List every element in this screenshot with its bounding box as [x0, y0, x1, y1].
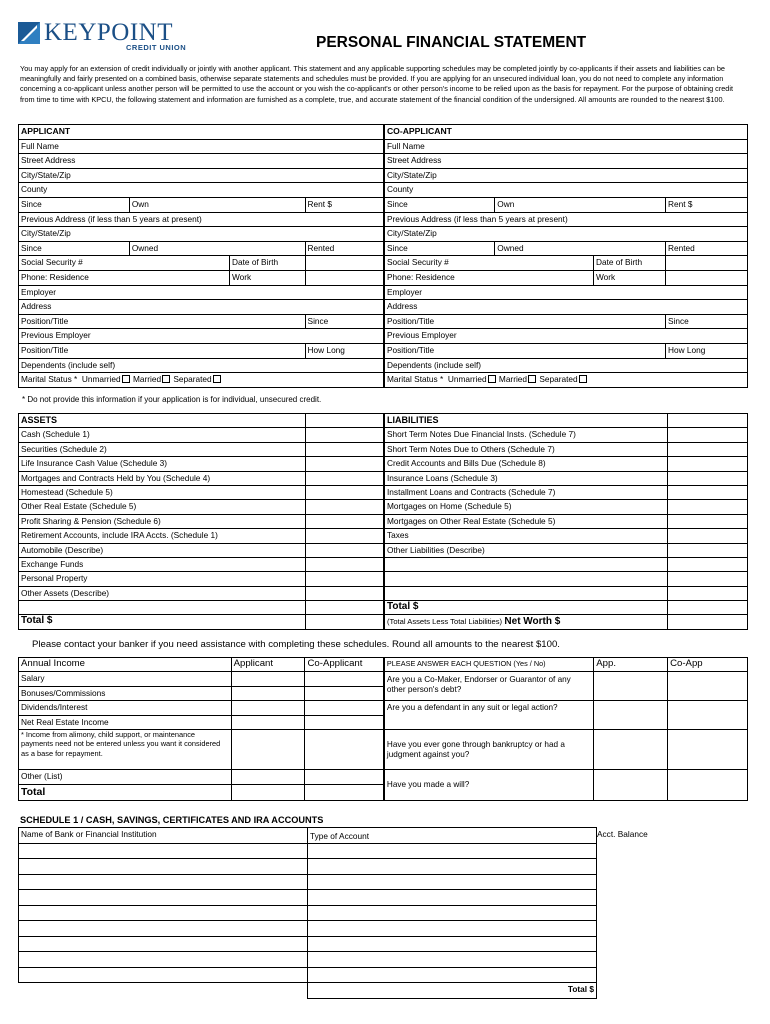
schedule1-row	[19, 859, 597, 875]
app-rent[interactable]: Rent $	[305, 197, 384, 212]
asset-spacer-amount	[305, 601, 384, 615]
assets-header-amount	[305, 414, 384, 428]
liabilities-total: Total $	[384, 601, 668, 615]
coapp-street[interactable]: Street Address	[384, 154, 748, 169]
app-married-label: Married	[132, 374, 162, 385]
asset-label: Other Assets (Describe)	[19, 586, 306, 600]
net-worth-label: Net Worth $	[504, 616, 561, 628]
schedule1-row	[19, 890, 597, 906]
income-coapp-block-1	[305, 672, 384, 701]
schedule1-type-input[interactable]	[308, 843, 597, 859]
app-separated-label: Separated	[173, 374, 212, 385]
asset-amount-input[interactable]	[305, 529, 384, 543]
app-city[interactable]: City/State/Zip	[19, 168, 384, 183]
app-owned[interactable]: Owned	[129, 241, 305, 256]
schedule1-row	[19, 874, 597, 890]
income-app-block-3	[231, 770, 305, 801]
question-will: Have you made a will?	[384, 770, 594, 801]
question-comaker-app[interactable]	[594, 672, 668, 701]
asset-liability-row	[19, 428, 748, 442]
app-married-checkbox[interactable]	[162, 375, 170, 383]
schedule1-bank-input[interactable]	[19, 905, 308, 921]
schedule1-bank-input[interactable]	[19, 921, 308, 937]
liability-amount-input[interactable]	[668, 471, 748, 485]
schedule1-title: SCHEDULE 1 / CASH, SAVINGS, CERTIFICATES AND IRA ACCOUNTS	[20, 815, 324, 825]
asset-amount-input[interactable]	[305, 500, 384, 514]
coapp-prev-since[interactable]: Since	[384, 241, 495, 256]
liability-label: Mortgages on Home (Schedule 5)	[384, 500, 668, 514]
coapp-separated-checkbox[interactable]	[579, 375, 587, 383]
app-prev-position[interactable]: Position/Title	[19, 343, 306, 358]
app-prev-since[interactable]: Since	[19, 241, 130, 256]
app-unmarried-checkbox[interactable]	[122, 375, 130, 383]
coapp-prev-employer[interactable]: Previous Employer	[384, 329, 748, 344]
question-comaker: Are you a Co-Maker, Endorser or Guarantor of any other person's debt?	[384, 672, 594, 701]
app-prev-employer[interactable]: Previous Employer	[19, 329, 384, 344]
app-work-label: Work	[229, 271, 251, 285]
coapp-married-checkbox[interactable]	[528, 375, 536, 383]
liability-label: Installment Loans and Contracts (Schedule 7)	[384, 485, 668, 499]
dividends-applicant-input[interactable]	[232, 701, 305, 716]
income-app-block-2	[231, 701, 305, 730]
coapp-ssn-label: Social Security #	[386, 257, 449, 268]
asset-label: Profit Sharing & Pension (Schedule 6)	[19, 514, 306, 528]
asset-liability-row	[19, 514, 748, 528]
schedule1-bank-input[interactable]	[19, 843, 308, 859]
question-bankruptcy-coapp[interactable]	[668, 730, 748, 770]
assets-total-input[interactable]	[305, 615, 384, 629]
asset-label: Other Real Estate (Schedule 5)	[19, 500, 306, 514]
coapp-position[interactable]: Position/Title	[384, 314, 666, 329]
bonuses-coapplicant-input[interactable]	[305, 687, 382, 700]
schedule1-type-input[interactable]	[308, 952, 597, 968]
asset-liability-row	[19, 543, 748, 557]
liability-amount-input[interactable]	[668, 442, 748, 456]
income-note-app	[231, 730, 305, 770]
coapp-unmarried-label: Unmarried	[447, 374, 487, 385]
asset-label: Cash (Schedule 1)	[19, 428, 306, 442]
schedule1-col-type	[308, 828, 597, 844]
liability-label: Other Liabilities (Describe)	[384, 543, 668, 557]
questions-app-header: App.	[594, 658, 668, 672]
income-dividends: Dividends/Interest	[19, 701, 231, 716]
income-net-real-estate: Net Real Estate Income	[21, 717, 109, 727]
coapp-prev-position[interactable]: Position/Title	[384, 343, 666, 358]
net-worth-cell	[384, 615, 668, 629]
coapp-rent[interactable]: Rent $	[666, 197, 748, 212]
income-total: Total	[21, 786, 46, 798]
asset-amount-input[interactable]	[305, 586, 384, 600]
coapp-dob[interactable]	[666, 256, 748, 271]
app-phone[interactable]	[19, 270, 306, 285]
coapp-city[interactable]: City/State/Zip	[384, 168, 748, 183]
app-separated-checkbox[interactable]	[213, 375, 221, 383]
app-employer[interactable]: Employer	[19, 285, 384, 300]
liability-amount-input[interactable]	[668, 485, 748, 499]
app-pos-since[interactable]: Since	[305, 314, 384, 329]
app-unmarried-label: Unmarried	[81, 374, 121, 385]
asset-label: Homestead (Schedule 5)	[19, 485, 306, 499]
app-position[interactable]: Position/Title	[19, 314, 306, 329]
app-marital-label: Marital Status *	[21, 374, 78, 385]
income-left-block-3	[19, 770, 232, 801]
coapp-since[interactable]: Since	[384, 197, 495, 212]
coapp-pos-since[interactable]: Since	[666, 314, 748, 329]
question-will-coapp[interactable]	[668, 770, 748, 801]
liability-label	[384, 557, 668, 571]
coapp-phone[interactable]	[384, 270, 666, 285]
other-coapplicant-input[interactable]	[305, 770, 382, 785]
schedule1-type-input[interactable]	[308, 967, 597, 983]
dividends-coapplicant-input[interactable]	[305, 701, 382, 716]
app-emp-address[interactable]: Address	[19, 300, 384, 315]
asset-amount-input[interactable]	[305, 557, 384, 571]
liability-amount-input[interactable]	[668, 586, 748, 600]
asset-label: Automobile (Describe)	[19, 543, 306, 557]
coapp-work[interactable]	[666, 270, 748, 285]
coapp-unmarried-checkbox[interactable]	[488, 375, 496, 383]
page-title: PERSONAL FINANCIAL STATEMENT	[316, 34, 587, 51]
asset-amount-input[interactable]	[305, 514, 384, 528]
liability-amount-input[interactable]	[668, 543, 748, 557]
app-dob[interactable]	[305, 256, 384, 271]
liabilities-total-input[interactable]	[668, 601, 748, 615]
other-applicant-input[interactable]	[232, 770, 305, 785]
liability-label: Mortgages on Other Real Estate (Schedule 5)	[384, 514, 668, 528]
question-comaker-coapp[interactable]	[668, 672, 748, 701]
intro-paragraph: You may apply for an extension of credit individually or jointly with another applicant. This statement and any applicable supporting schedules may be completed jointly by co-applicants if their assets and liabilities can be meaningfully and fairly presented on a combined basis, otherwise separate statements and schedules must be provided. If you are applying for an unsecured individual loan, you do not need to complete any information concerning a co-applicant unless another person will be permitted to use the account or you wish the co-applicant's or other person's income to be relied upon as the basis for repayment. For the purpose of obtaining credit from time to time with KPCU, the following statement and information are furnished as a complete, true, and accurate statement of the financial condition of the undersigned. All amounts are rounded to the nearest $100.	[20, 64, 734, 104]
liability-amount-input[interactable]	[668, 529, 748, 543]
bonuses-applicant-input[interactable]	[232, 687, 305, 700]
keypoint-logo	[18, 20, 218, 56]
asset-label: Securities (Schedule 2)	[19, 442, 306, 456]
coapp-prev-address[interactable]: Previous Address (if less than 5 years at present)	[384, 212, 748, 227]
logo-text: KEYPOINT	[44, 19, 173, 46]
asset-label: Exchange Funds	[19, 557, 306, 571]
question-bankruptcy: Have you ever gone through bankruptcy or had a judgment against you?	[384, 730, 594, 770]
schedule1-table	[18, 827, 597, 999]
income-bonuses: Bonuses/Commissions	[21, 688, 106, 698]
coapp-employer[interactable]: Employer	[384, 285, 748, 300]
schedule1-type-input[interactable]	[308, 859, 597, 875]
app-county[interactable]: County	[19, 183, 384, 198]
asset-liability-row	[19, 586, 748, 600]
liability-label	[384, 572, 668, 586]
app-prev-city[interactable]: City/State/Zip	[19, 227, 384, 242]
coapplicant-header: CO-APPLICANT	[384, 125, 748, 140]
income-coapp-block-2	[305, 701, 384, 730]
schedule1-type-input[interactable]	[308, 905, 597, 921]
net-worth-input[interactable]	[668, 615, 748, 629]
schedule1-bank-input[interactable]	[19, 874, 308, 890]
liability-amount-input[interactable]	[668, 500, 748, 514]
asset-amount-input[interactable]	[305, 457, 384, 471]
asset-amount-input[interactable]	[305, 428, 384, 442]
logo-subtext: CREDIT UNION	[126, 43, 187, 52]
income-header: Annual Income	[19, 658, 232, 672]
asset-amount-input[interactable]	[305, 572, 384, 586]
assets-liabilities-table	[18, 413, 748, 630]
liability-amount-input[interactable]	[668, 514, 748, 528]
liabilities-header-amount	[668, 414, 748, 428]
liability-label: Taxes	[384, 529, 668, 543]
schedule1-bank-input[interactable]	[19, 890, 308, 906]
applicant-table	[18, 124, 748, 388]
coapp-marital	[384, 373, 748, 388]
income-other: Other (List)	[19, 770, 231, 785]
income-applicant-header: Applicant	[231, 658, 305, 672]
coapp-county[interactable]: County	[384, 183, 748, 198]
questions-header: PLEASE ANSWER EACH QUESTION (Yes / No)	[384, 658, 594, 672]
asset-liability-row	[19, 485, 748, 499]
schedule1-bank-input[interactable]	[19, 952, 308, 968]
asset-amount-input[interactable]	[305, 485, 384, 499]
income-coapplicant-header: Co-Applicant	[305, 658, 384, 672]
coapp-full-name[interactable]: Full Name	[384, 139, 748, 154]
app-dob-label: Date of Birth	[229, 256, 278, 270]
total-applicant-input[interactable]	[232, 785, 305, 800]
schedule1-row	[19, 967, 597, 983]
schedule1-type-input[interactable]	[308, 921, 597, 937]
salary-coapplicant-input[interactable]	[305, 672, 382, 687]
coapp-separated-label: Separated	[539, 374, 578, 385]
question-defendant: Are you a defendant in any suit or legal action?	[384, 701, 594, 730]
schedule1-row	[19, 843, 597, 859]
realestate-applicant-input[interactable]	[232, 716, 305, 729]
asset-liability-row	[19, 457, 748, 471]
income-left-block	[19, 672, 232, 701]
schedule1-row	[19, 952, 597, 968]
coapp-how-long[interactable]: How Long	[666, 343, 748, 358]
schedule1-type-input[interactable]	[308, 874, 597, 890]
app-ssn-label: Social Security #	[21, 257, 83, 268]
app-prev-address[interactable]: Previous Address (if less than 5 years at present)	[19, 212, 384, 227]
asset-label: Retirement Accounts, include IRA Accts. (Schedule 1)	[19, 529, 306, 543]
question-will-app[interactable]	[594, 770, 668, 801]
schedule1-col-type-label: Type of Account	[310, 831, 370, 841]
income-questions-table	[18, 657, 748, 801]
app-dependents[interactable]: Dependents (include self)	[19, 358, 384, 373]
coapp-phone-label: Phone: Residence	[386, 271, 455, 282]
asset-liability-row	[19, 500, 748, 514]
income-left-block-2	[19, 701, 232, 730]
liability-amount-input[interactable]	[668, 557, 748, 571]
coapp-dependents[interactable]: Dependents (include self)	[384, 358, 748, 373]
income-note: * Income from alimony, child support, or maintenance payments need not be entered unless you want it considered as a base for repayment.	[19, 730, 232, 770]
liability-amount-input[interactable]	[668, 572, 748, 586]
asset-liability-row	[19, 572, 748, 586]
schedule1-row	[19, 921, 597, 937]
schedule1-bank-input[interactable]	[19, 967, 308, 983]
marital-footnote: * Do not provide this information if your application is for individual, unsecured credit.	[22, 395, 322, 404]
total-coapplicant-input[interactable]	[305, 785, 382, 800]
coapp-owned[interactable]: Owned	[495, 241, 666, 256]
assets-total: Total $	[19, 615, 306, 629]
schedule1-col-bank: Name of Bank or Financial Institution	[19, 828, 308, 844]
question-defendant-coapp[interactable]	[668, 701, 748, 730]
app-phone-label: Phone: Residence	[21, 271, 89, 282]
liability-label	[384, 586, 668, 600]
liability-amount-input[interactable]	[668, 428, 748, 442]
app-own[interactable]: Own	[129, 197, 305, 212]
asset-amount-input[interactable]	[305, 471, 384, 485]
asset-liability-row	[19, 557, 748, 571]
applicant-header: APPLICANT	[19, 125, 384, 140]
questions-coapp-header: Co-App	[668, 658, 748, 672]
net-worth-note: (Total Assets Less Total Liabilities)	[387, 617, 503, 627]
app-street[interactable]: Street Address	[19, 154, 384, 169]
coapp-work-label: Work	[593, 271, 615, 285]
schedule1-bank-input[interactable]	[19, 936, 308, 952]
coapp-dob-label: Date of Birth	[593, 256, 642, 270]
app-work[interactable]	[305, 270, 384, 285]
app-since[interactable]: Since	[19, 197, 130, 212]
schedule1-type-input[interactable]	[308, 936, 597, 952]
schedule1-balance-header: Acct. Balance	[597, 829, 648, 839]
schedule1-row	[19, 936, 597, 952]
coapp-own[interactable]: Own	[495, 197, 666, 212]
coapp-marital-label: Marital Status *	[386, 374, 444, 385]
asset-liability-row	[19, 529, 748, 543]
coapp-prev-city[interactable]: City/State/Zip	[384, 227, 748, 242]
liability-amount-input[interactable]	[668, 457, 748, 471]
asset-label: Life Insurance Cash Value (Schedule 3)	[19, 457, 306, 471]
schedule1-total: Total $	[308, 983, 597, 999]
schedule1-bank-input[interactable]	[19, 859, 308, 875]
asset-label: Mortgages and Contracts Held by You (Schedule 4)	[19, 471, 306, 485]
income-note-coapp	[305, 730, 384, 770]
salary-applicant-input[interactable]	[232, 672, 305, 687]
coapp-married-label: Married	[498, 374, 528, 385]
asset-liability-row	[19, 442, 748, 456]
liability-label: Short Term Notes Due to Others (Schedule 7)	[384, 442, 668, 456]
income-coapp-block-3	[305, 770, 384, 801]
liability-label: Insurance Loans (Schedule 3)	[384, 471, 668, 485]
app-ssn[interactable]	[19, 256, 306, 271]
app-rented[interactable]: Rented	[305, 241, 384, 256]
liabilities-header: LIABILITIES	[384, 414, 668, 428]
asset-liability-row	[19, 471, 748, 485]
question-defendant-app[interactable]	[594, 701, 668, 730]
question-bankruptcy-app[interactable]	[594, 730, 668, 770]
coapp-rented[interactable]: Rented	[666, 241, 748, 256]
asset-label: Personal Property	[19, 572, 306, 586]
schedule1-type-input[interactable]	[308, 890, 597, 906]
assets-header: ASSETS	[19, 414, 306, 428]
app-marital	[19, 373, 384, 388]
income-salary: Salary	[19, 672, 231, 687]
asset-amount-input[interactable]	[305, 543, 384, 557]
asset-amount-input[interactable]	[305, 442, 384, 456]
coapp-emp-address[interactable]: Address	[384, 300, 748, 315]
liability-label: Credit Accounts and Bills Due (Schedule 8)	[384, 457, 668, 471]
realestate-coapplicant-input[interactable]	[305, 716, 382, 729]
schedule1-row	[19, 905, 597, 921]
app-how-long[interactable]: How Long	[305, 343, 384, 358]
income-app-block-1	[231, 672, 305, 701]
asset-spacer	[19, 601, 306, 615]
contact-note: Please contact your banker if you need assistance with completing these schedules. Round all amounts to the nearest $100.	[32, 639, 560, 650]
coapp-ssn[interactable]	[384, 256, 666, 271]
schedule1-total-spacer	[19, 983, 308, 999]
app-full-name[interactable]: Full Name	[19, 139, 384, 154]
liability-label: Short Term Notes Due Financial Insts. (Schedule 7)	[384, 428, 668, 442]
